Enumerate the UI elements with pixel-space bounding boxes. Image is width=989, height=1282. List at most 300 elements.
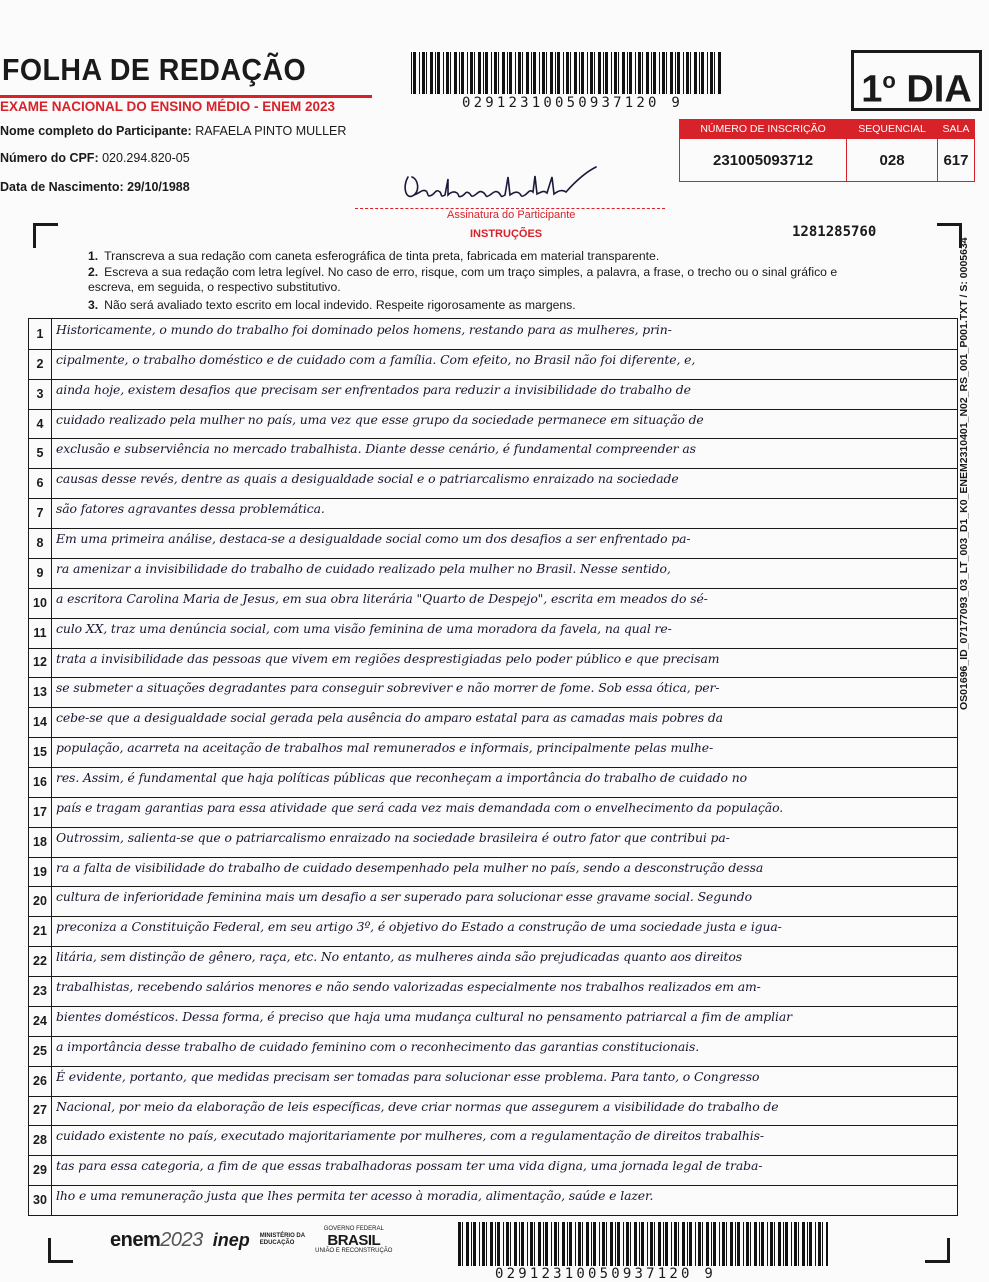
barcode-bar [563,52,564,94]
line-text: cuidado realizado pela mulher no país, uma vez que esse grupo da sociedade permanece em situação de [56,411,704,427]
barcode-bar [443,52,444,94]
barcode-bar [610,1222,613,1266]
barcode-bar [426,52,427,94]
line-text: a escritora Carolina Maria de Jesus, em sua obra literária "Quarto de Despejo", escrita em meados do sé- [56,590,708,606]
line-number: 26 [29,1066,52,1096]
barcode-bar [558,1222,559,1266]
barcode-bar [665,1222,668,1266]
barcode-bar [634,1222,637,1266]
birth-label: Data de Nascimento: [0,180,124,194]
barcode-bar [494,52,497,94]
barcode-bar [783,1222,784,1266]
line-number: 1 [29,319,52,349]
enem-logo [110,1229,203,1252]
line-number: 4 [29,409,52,439]
barcode-bar [650,1222,653,1266]
sequence-value: 028 [847,139,938,182]
barcode-bar [710,52,713,94]
essay-line [29,1096,957,1127]
barcode-bar [675,52,676,94]
barcode-bar [778,1222,781,1266]
barcode-bar [687,1222,688,1266]
exam-subtitle: EXAME NACIONAL DO ENSINO MÉDIO - ENEM 2023 [0,99,336,114]
essay-line [29,707,957,738]
gov-line: GOVERNO FEDERAL [323,1225,384,1232]
barcode-bar [622,52,625,94]
instruction-number: 2. [88,265,99,279]
barcode-bar [413,52,416,94]
barcode-bar [602,1222,605,1266]
barcode-bar [458,1222,461,1266]
line-text: país e tragam garantias para essa atividade que será cada vez mais demandada com o envelhecimento da população. [56,799,784,815]
barcode-bar [578,1222,581,1266]
barcode-bar [538,1222,541,1266]
barcode-bar [498,52,499,94]
line-text: bientes domésticos. Dessa forma, é preciso que haja uma mudança cultural no pensamento patriarcal a fim de ampliar [56,1008,792,1024]
barcode-bar [478,52,481,94]
barcode-bar [629,52,632,94]
barcode-bar [567,1222,568,1266]
barcode-bar [557,52,560,94]
instruction-number: 3. [88,298,99,312]
essay-line [29,438,957,469]
barcode-bar [774,1222,775,1266]
barcode-bar [617,1222,620,1266]
title-divider [0,95,372,98]
essay-line [29,1036,957,1067]
barcode-bar [826,1222,828,1266]
barcode-bar [746,1222,749,1266]
barcode-bar [638,52,641,94]
line-number: 17 [29,797,52,827]
line-text: exclusão e subserviência no mercado trabalhista. Diante desse cenário, é fundamental compreender as [56,441,696,457]
barcode-bar [761,1222,764,1266]
day-label: DIA [906,68,972,111]
barcode-bar [670,52,673,94]
essay-grid [28,318,958,1216]
barcode-bar [483,52,484,94]
barcode-bar [575,1222,576,1266]
line-text: Em uma primeira análise, destaca-se a desigualdade social como um dos desafios a ser enfrentado pa- [56,531,691,547]
room-header: SALA [937,120,974,139]
barcode-bar [658,1222,661,1266]
barcode-bar [522,52,523,94]
barcode-bar [743,1222,744,1266]
barcode-bar [603,52,604,94]
name-label: Nome completo do Participante: [0,124,192,138]
mec-line-1: MINISTÉRIO DA [259,1233,306,1239]
barcode-bar [618,52,619,94]
barcode-bar [678,1222,679,1266]
participant-name-row [0,124,346,138]
barcode-bar [446,52,449,94]
sequence-header: SEQUENCIAL [847,120,938,139]
instruction-2-cont [88,280,948,295]
barcode-bar [662,52,665,94]
barcode-bar [554,1222,557,1266]
barcode-bar [450,52,451,94]
barcode-bar [718,52,721,94]
barcode-bar [653,52,656,94]
barcode-bar [630,1222,631,1266]
barcode-bar [641,1222,644,1266]
essay-line [29,648,957,679]
line-number: 5 [29,438,52,468]
barcode-bar [461,52,464,94]
instruction-text: Escreva a sua redação com letra legível. No caso de erro, risque, com um traço simples, a palavra, a frase, o trecho ou o sinal gráfico e [104,265,838,279]
line-text: litária, sem distinção de gênero, raça, etc. No entanto, as mulheres ainda são prejudicadas quanto aos direitos [56,949,743,965]
barcode-bar [555,52,556,94]
name-value: RAFAELA PINTO MULLER [195,124,347,138]
instruction-text: Transcreva a sua redação com caneta esferográfica de tinta preta, fabricada em material transparente. [104,249,660,263]
corner-mark-bottom-right [925,1238,950,1263]
barcode-bar [467,52,468,94]
essay-line [29,1066,957,1097]
line-number: 30 [29,1185,52,1215]
line-number: 2 [29,349,52,379]
day-ordinal: o [882,68,896,93]
barcode-bar [659,52,660,94]
barcode-bar [770,1222,773,1266]
barcode-bar [689,1222,692,1266]
essay-line [29,409,957,440]
essay-line [29,677,957,708]
barcode-number-top: 02912310050937120 9 [462,95,683,111]
barcode-bar [587,52,588,94]
essay-line [29,1155,957,1186]
barcode-bar [807,1222,808,1266]
barcode-bar [486,1222,487,1266]
barcode-bar [593,1222,596,1266]
line-number: 10 [29,588,52,618]
barcode-bar [437,52,440,94]
barcode-bar [507,52,508,94]
line-text: cipalmente, o trabalho doméstico e de cuidado com a família. Com efeito, no Brasil não foi diferente, e, [56,351,696,367]
barcode-bar [730,1222,733,1266]
essay-line [29,498,957,529]
barcode-bar [674,1222,677,1266]
barcode-bar [550,52,553,94]
instruction-1 [88,249,948,264]
barcode-bar [647,1222,648,1266]
barcode-bar [735,1222,736,1266]
document-code: 1281285760 [792,224,877,240]
barcode-bar [695,1222,696,1266]
room-value: 617 [937,139,974,182]
barcode-bar [586,1222,589,1266]
registration-value: 231005093712 [680,139,847,182]
barcode-bar [707,52,708,94]
barcode-bar [690,52,691,94]
line-text: trata a invisibilidade das pessoas que vivem em regiões desprestigiadas pelo poder público e que precisam [56,650,720,666]
barcode-bar [546,52,547,94]
instructions-title: INSTRUÇÕES [470,228,543,240]
barcode-bar [502,52,505,94]
barcode-bar [713,1222,716,1266]
essay-line [29,468,957,499]
barcode-bar [698,1222,701,1266]
brasil-logo [315,1226,392,1255]
barcode-bar [509,52,512,94]
cpf-label: Número do CPF: [0,151,99,165]
barcode-bar [702,1222,703,1266]
line-text: ra amenizar a invisibilidade do trabalho de cuidado realizado pela mulher no Brasil. Nesse sentido, [56,560,671,576]
barcode-bar [515,52,516,94]
instruction-text: Não será avaliado texto escrito em local indevido. Respeite rigorosamente as margens. [104,298,576,312]
essay-line [29,737,957,768]
enem-logo-year: 2023 [160,1228,203,1251]
barcode-bar [422,52,425,94]
barcode-bar [635,52,636,94]
barcode-bar [627,52,628,94]
barcode-bar [598,52,601,94]
barcode-bar [802,1222,805,1266]
instruction-text: escreva, em seguida, o respectivo substitutivo. [88,280,341,294]
line-number: 24 [29,1006,52,1036]
line-number: 9 [29,558,52,588]
barcode-bar [510,1222,511,1266]
line-number: 13 [29,677,52,707]
barcode-bar [562,1222,565,1266]
barcode-bar [482,1222,485,1266]
barcode-bar [419,52,420,94]
barcode-bar [750,1222,751,1266]
barcode-bar [531,52,532,94]
barcode-bar [497,1222,500,1266]
essay-line [29,886,957,917]
footer-logos [110,1225,392,1255]
barcode-bar [471,1222,472,1266]
barcode-bar [791,1222,792,1266]
line-text: Outrossim, salienta-se que o patriarcalismo enraizado na sociedade brasileira é outro fator que contribui pa- [56,829,730,845]
barcode-bar [706,1222,709,1266]
enem-logo-text: enem [110,1228,161,1251]
barcode-bar [683,52,684,94]
day-number: 1 [861,68,883,111]
barcode-bar [767,1222,768,1266]
barcode-bar [569,1222,572,1266]
barcode-bar [798,1222,799,1266]
barcode-bar [474,52,475,94]
barcode-bar [470,52,473,94]
line-text: res. Assim, é fundamental que haja políticas públicas que reconheçam a importância do trabalho de cuidado no [56,770,747,785]
barcode-bar [818,1222,821,1266]
line-text: preconiza a Constituição Federal, em seu artigo 3º, é objetivo do Estado a construção de uma sociedade justa e igua- [56,919,782,935]
barcode-bar [699,52,700,94]
barcode-bar [590,52,593,94]
barcode-bar [534,1222,535,1266]
essay-line [29,976,957,1007]
corner-mark-top-left [33,223,58,248]
line-text: Nacional, por meio da elaboração de leis específicas, deve criar normas que assegurem a visibilidade do trabalho de [56,1098,779,1114]
inep-logo: inep [212,1229,250,1250]
participant-signature [396,165,606,213]
barcode-number-bottom: 02912310050937120 9 [495,1266,716,1282]
registration-header: NÚMERO DE INSCRIÇÃO [680,120,847,139]
day-box [851,50,982,111]
barcode-bar [759,1222,760,1266]
line-number: 29 [29,1155,52,1185]
essay-line [29,797,957,828]
barcode-bar [726,1222,727,1266]
line-text: ainda hoje, existem desafios que precisam ser enfrentados para reduzir a invisibilidade do trabalho de [56,381,691,397]
instruction-3 [88,298,948,313]
barcode-bottom [458,1222,828,1266]
barcode-bar [570,52,571,94]
essay-line [29,857,957,888]
mec-logo [260,1233,305,1247]
barcode-bar [581,52,584,94]
line-number: 20 [29,886,52,916]
barcode-bar [714,52,715,94]
barcode-bar [809,1222,812,1266]
barcode-bar [514,1222,517,1266]
line-number: 16 [29,767,52,797]
barcode-bar [682,1222,685,1266]
barcode-bar [454,52,457,94]
barcode-bar [506,1222,509,1266]
line-text: trabalhistas, recebendo salários menores e não sendo valorizadas especialmente nos trabalhos realizados em am- [56,979,761,995]
line-text: lho e uma remuneração justa que lhes permita ter acesso à moradia, alimentação, saúde e lazer. [56,1188,654,1204]
essay-line [29,946,957,977]
line-number: 18 [29,827,52,857]
instruction-number: 1. [88,249,99,263]
barcode-bar [666,52,667,94]
barcode-bar [671,1222,672,1266]
essay-line [29,588,957,619]
essay-line [29,767,957,798]
barcode-bar [518,52,521,94]
birth-value: 29/10/1988 [127,180,190,194]
essay-line [29,528,957,559]
line-number: 6 [29,468,52,498]
essay-line [29,349,957,380]
barcode-bar [639,1222,640,1266]
barcode-bar [519,1222,520,1266]
line-text: É evidente, portanto, que medidas precisam ser tomadas para solucionar esse problema. Para tanto, o Congresso [56,1068,760,1084]
signature-label: Assinatura do Participante [447,209,576,221]
line-number: 25 [29,1036,52,1066]
brasil-sub: UNIÃO E RECONSTRUÇÃO [315,1247,393,1254]
barcode-bar [526,52,529,94]
barcode-bar [694,52,697,94]
barcode-bar [542,52,545,94]
barcode-bar [615,1222,616,1266]
cpf-row [0,151,190,165]
essay-line [29,1185,957,1215]
barcode-bar [411,52,412,94]
barcode-bar [654,1222,655,1266]
barcode-bar [754,1222,757,1266]
barcode-bar [677,52,680,94]
barcode-bar [785,1222,788,1266]
barcode-bar [722,1222,725,1266]
barcode-bar [582,1222,583,1266]
line-number: 12 [29,648,52,678]
line-text: cebe-se que a desigualdade social gerada pela ausência do amparo estatal para as camadas mais pobres da [56,710,723,726]
barcode-bar [543,1222,544,1266]
barcode-bar [686,52,689,94]
barcode-bar [591,1222,592,1266]
barcode-bar [521,1222,524,1266]
line-number: 11 [29,618,52,648]
barcode-bar [462,1222,463,1266]
line-number: 19 [29,857,52,887]
line-text: causas desse revés, dentre as quais a desigualdade social e o patriarcalismo enraizado na sociedade [56,471,679,487]
barcode-bar [651,52,652,94]
barcode-bar [566,52,569,94]
line-number: 15 [29,737,52,767]
line-text: são fatores agravantes dessa problemática. [56,501,325,517]
line-number: 7 [29,498,52,528]
line-number: 14 [29,707,52,737]
line-number: 8 [29,528,52,558]
barcode-bar [626,1222,629,1266]
line-text: população, acarreta na aceitação de trabalhos mal remunerados e informais, principalmente pelas mulhe- [56,740,714,756]
line-number: 27 [29,1096,52,1126]
barcode-bar [503,1222,504,1266]
line-text: se submeter a situações degradantes para conseguir sobreviver e não morrer de fome. Sob essa ótica, per- [56,680,720,696]
line-number: 23 [29,976,52,1006]
barcode-bar [594,52,595,94]
barcode-bar [646,52,649,94]
barcode-bar [701,52,704,94]
essay-line [29,618,957,649]
essay-line [29,1125,957,1156]
line-number: 22 [29,946,52,976]
barcode-bar [491,52,492,94]
line-number: 21 [29,916,52,946]
barcode-bar [490,1222,493,1266]
brasil-wordmark: BRASIL [327,1231,381,1249]
barcode-bar [539,52,540,94]
barcode-bar [495,1222,496,1266]
barcode-bar [485,52,488,94]
line-number: 28 [29,1125,52,1155]
side-tracking-code: OS01696_ID_07177093_03_LT_003_D1_K0_ENEM2310401_N02_RS_001_P001.TXT / S: 0005634 [958,237,970,710]
birth-row [0,180,190,194]
barcode-bar [479,1222,480,1266]
line-text: a importância desse trabalho de cuidado feminino com o reconhecimento das garantias constitucionais. [56,1038,700,1054]
barcode-bar [551,1222,552,1266]
barcode-bar [473,1222,476,1266]
corner-mark-bottom-left [48,1238,73,1263]
barcode-bar [794,1222,797,1266]
barcode-bar [459,52,460,94]
barcode-bar [614,52,617,94]
line-text: cultura de inferioridade feminina mais um desafio a ser superado para solucionar esse gravame social. Segundo [56,889,752,905]
barcode-bar [605,52,608,94]
barcode-bar [430,52,433,94]
barcode-bar [663,1222,664,1266]
line-text: culo XX, traz uma denúncia social, com uma visão feminina de uma moradora da favela, na qual re- [56,620,672,636]
essay-line [29,319,957,350]
line-text: ra a falta de visibilidade do trabalho de cuidado desempenhado pela mulher no país, sendo a desconstrução dessa [56,859,764,875]
barcode-bar [642,52,643,94]
barcode-bar [545,1222,548,1266]
barcode-bar [579,52,580,94]
instruction-2 [88,265,948,280]
barcode-bar [533,52,536,94]
registration-table [679,119,975,182]
line-number: 3 [29,379,52,409]
essay-line [29,1006,957,1037]
barcode-bar [815,1222,816,1266]
line-text: cuidado existente no país, executado majoritariamente por mulheres, com a regulamentação de direitos trabalhis- [56,1128,765,1144]
barcode-bar [711,1222,712,1266]
essay-line [29,916,957,947]
page-title: FOLHA DE REDAÇÃO [2,52,307,87]
